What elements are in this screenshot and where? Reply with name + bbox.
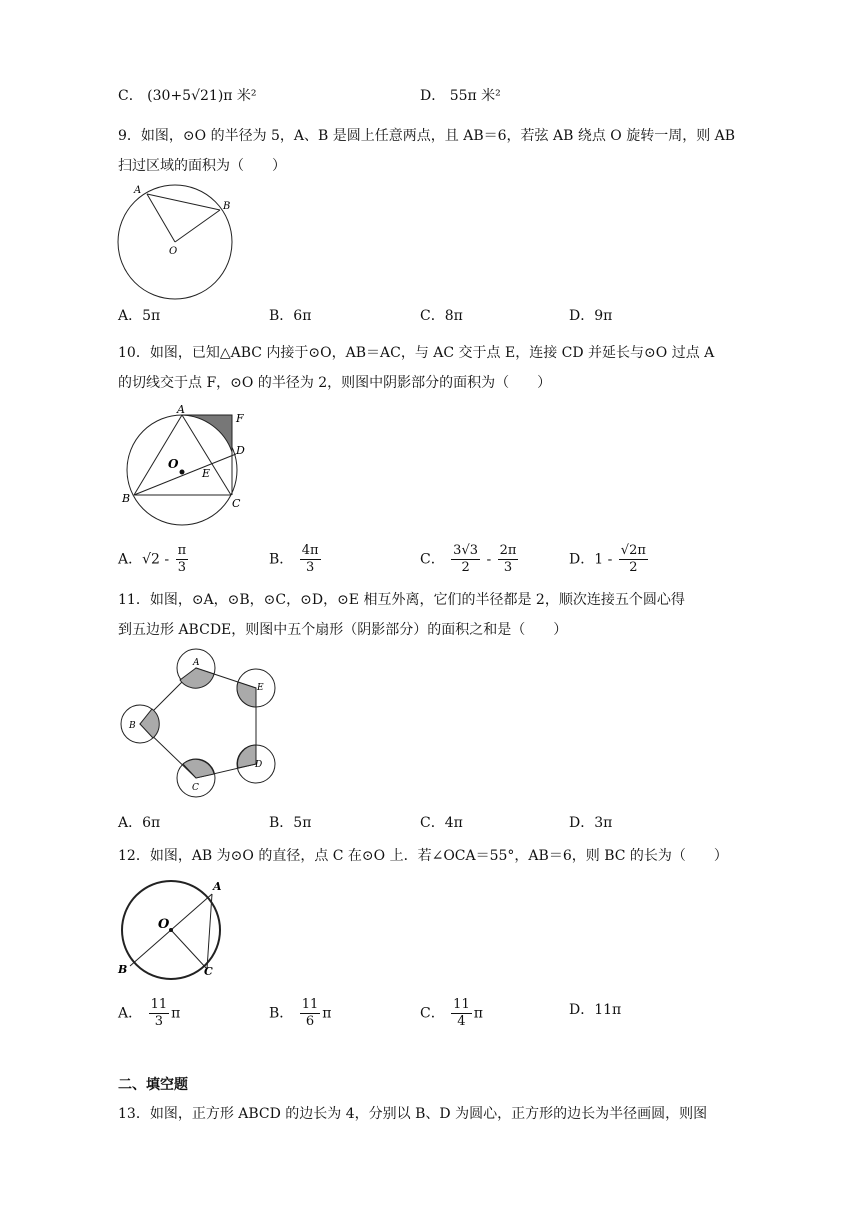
q9-stem-line2: 扫过区域的面积为（ ） bbox=[118, 158, 286, 174]
q8-option-d-label: D． bbox=[420, 88, 446, 104]
q10-option-b: B． $\frac{4\pi}{3}$ bbox=[269, 543, 319, 575]
q10-label-f: F bbox=[236, 412, 244, 425]
q10-option-c: C． $\frac{3√3}{2}$ - $\frac{2\pi}{3}$ bbox=[420, 543, 517, 575]
q11-sector-b bbox=[140, 709, 159, 738]
q9-option-c: C．8π bbox=[420, 308, 463, 324]
q11-label-e: E bbox=[257, 683, 264, 693]
q8-option-c bbox=[118, 86, 257, 106]
q10-label-d: D bbox=[236, 444, 245, 457]
q11-sector-d bbox=[238, 745, 256, 768]
q11-label-b: B bbox=[129, 721, 136, 731]
q11-option-a: A．6π bbox=[118, 815, 161, 831]
q9-figure bbox=[112, 182, 242, 304]
q12-label-c: C bbox=[204, 965, 213, 978]
q10-option-a: A．√2 - $\frac{\pi}{3}$ bbox=[118, 543, 187, 575]
q9-option-b: B．6π bbox=[269, 308, 312, 324]
q11-label-c: C bbox=[192, 783, 199, 793]
q9-label-b: B bbox=[223, 201, 231, 212]
q10-shaded-region bbox=[182, 415, 232, 452]
q8-option-d-text: 55π 米² bbox=[449, 88, 501, 104]
q12-option-b: B． $\frac{11}{6}$ π bbox=[269, 997, 332, 1029]
q11-sector-a bbox=[180, 668, 214, 688]
q12-option-a: A． $\frac{11}{3}$ π bbox=[118, 997, 181, 1029]
q10-center-point bbox=[180, 470, 185, 475]
q10-figure bbox=[114, 402, 254, 526]
q10-label-e: E bbox=[202, 467, 211, 480]
q9-radius-ob bbox=[175, 210, 220, 242]
q11-option-d: D．3π bbox=[569, 815, 613, 831]
q11-sector-c bbox=[183, 759, 214, 778]
q12-center-point bbox=[169, 928, 173, 932]
q8-option-c-text: (30+5√21)π 米² bbox=[147, 88, 257, 104]
q10-label-c: C bbox=[232, 497, 241, 510]
q10-label-a: A bbox=[177, 403, 185, 416]
q10-label-b: B bbox=[122, 492, 131, 505]
q10-line-bd bbox=[134, 454, 236, 495]
q10-side-ab bbox=[134, 415, 182, 495]
q9-label-a: A bbox=[134, 185, 142, 196]
q11-sector-e bbox=[237, 682, 256, 707]
q8-option-d bbox=[420, 86, 501, 106]
q11-option-b: B．5π bbox=[269, 815, 312, 831]
q11-label-a: A bbox=[193, 658, 200, 668]
q10-stem-line1: 10．如图，已知△ABC 内接于⊙O，AB＝AC，与 AC 交于点 E，连接 CD 并延长与⊙O 过点 A bbox=[118, 345, 715, 361]
q9-radius-oa bbox=[147, 194, 175, 242]
q9-label-o: O bbox=[169, 246, 178, 257]
q11-stem-line2: 到五边形 ABCDE，则图中五个扇形（阴影部分）的面积之和是（ ） bbox=[118, 622, 568, 638]
q12-label-b: B bbox=[118, 963, 128, 976]
q11-figure bbox=[114, 646, 284, 806]
q12-option-d: D．11π bbox=[569, 1002, 622, 1018]
q12-option-c: C． $\frac{11}{4}$ π bbox=[420, 997, 483, 1029]
q12-stem-line1: 12．如图，AB 为⊙O 的直径，点 C 在⊙O 上．若∠OCA＝55°，AB＝6，则 BC 的长为（ ） bbox=[118, 848, 728, 864]
q9-stem-line1: 9．如图，⊙O 的半径为 5，A、B 是圆上任意两点，且 AB＝6，若弦 AB 绕点 O 旋转一周，则 AB bbox=[118, 128, 736, 144]
q12-label-o: O bbox=[158, 917, 170, 932]
q9-option-d: D．9π bbox=[569, 308, 613, 324]
section-title-fill-in: 二、填空题 bbox=[118, 1077, 188, 1093]
q9-option-a: A．5π bbox=[118, 308, 161, 324]
q11-label-d: D bbox=[255, 760, 263, 770]
q10-option-d: D．1 - $\frac{√2\pi}{2}$ bbox=[569, 543, 646, 575]
q12-label-a: A bbox=[213, 880, 222, 893]
q13-stem-line1: 13．如图，正方形 ABCD 的边长为 4，分别以 B、D 为圆心，正方形的边长为半径画圆，则图 bbox=[118, 1106, 708, 1122]
q10-label-o: O bbox=[168, 457, 179, 471]
q12-radius-oc bbox=[171, 930, 207, 969]
q11-stem-line1: 11．如图，⊙A，⊙B，⊙C，⊙D，⊙E 相互外离，它们的半径都是 2，顺次连接五个圆心得 bbox=[118, 592, 685, 608]
q11-option-c: C．4π bbox=[420, 815, 463, 831]
q10-stem-line2: 的切线交于点 F，⊙O 的半径为 2，则图中阴影部分的面积为（ ） bbox=[118, 375, 552, 391]
q12-figure bbox=[112, 876, 236, 980]
q8-option-c-label: C． bbox=[118, 88, 143, 104]
